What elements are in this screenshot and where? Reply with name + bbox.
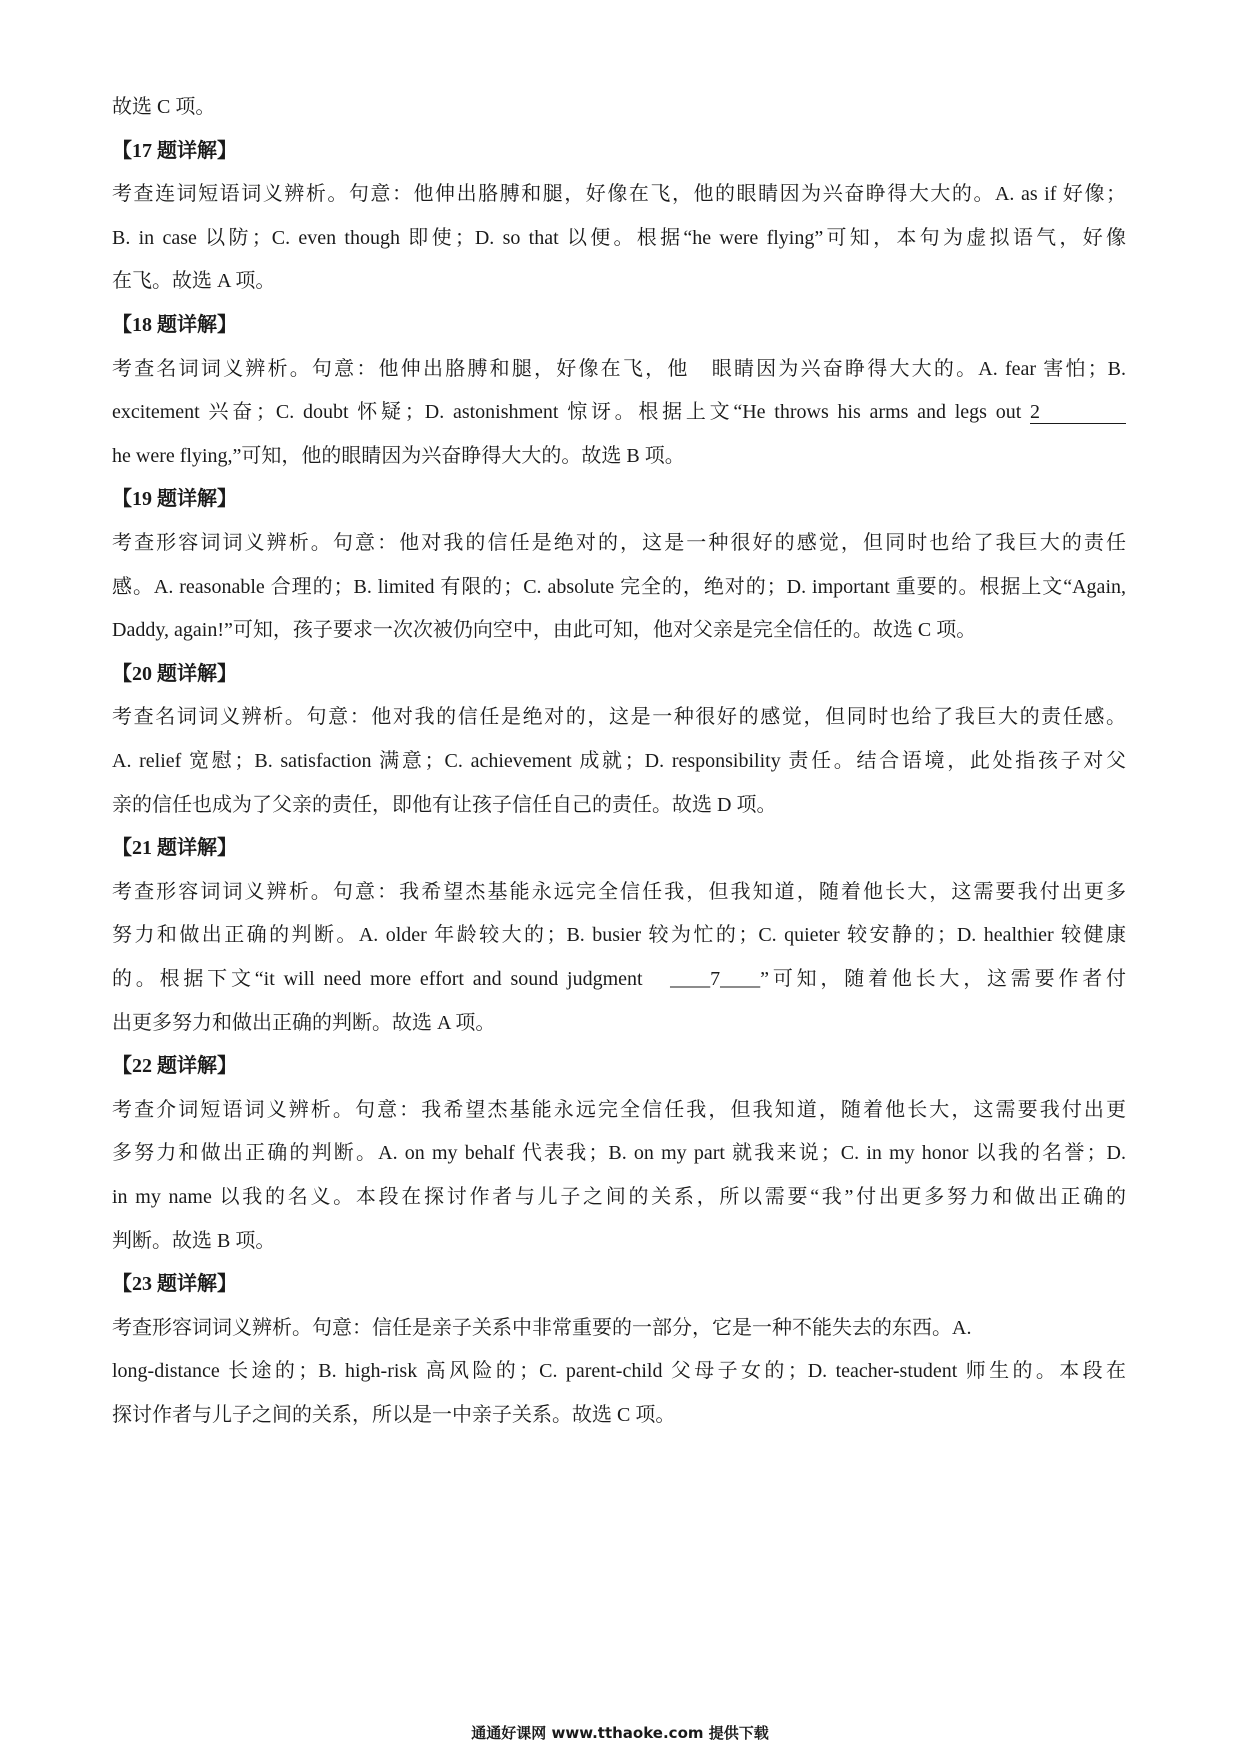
paragraph-line: 考查形容词词义辨析。句意：信任是亲子关系中非常重要的一部分，它是一种不能失去的东西。A. (112, 1316, 972, 1339)
section-heading: 【21 题详解】 (112, 837, 237, 860)
paragraph-line: 的。根据下文“it will need more effort and sound judgment ____7____”可知，随着他长大，这需要作者付 (112, 968, 1126, 990)
paragraph-line: 考查形容词词义辨析。句意：我希望杰基能永远完全信任我，但我知道，随着他长大，这需要我付出更多 (112, 880, 1126, 903)
paragraph-line: 考查介词短语词义辨析。句意：我希望杰基能永远完全信任我，但我知道，随着他长大，这需要我付出更 (112, 1098, 1126, 1121)
page-footer: 通通好课网 www.tthaoke.com 提供下载 (471, 1724, 769, 1742)
paragraph-line: 考查名词词义辨析。句意：他伸出胳膊和腿，好像在飞，他 眼睛因为兴奋睁得大大的。A. fear 害怕；B. (112, 357, 1126, 380)
paragraph-line: he were flying,”可知，他的眼睛因为兴奋睁得大大的。故选 B 项。 (112, 444, 685, 467)
paragraph-line: 考查连词短语词义辨析。句意：他伸出胳膊和腿，好像在飞，他的眼睛因为兴奋睁得大大的。A. as if 好像； (112, 183, 1126, 206)
paragraph-line-with-blank (112, 398, 1126, 426)
paragraph-line: A. relief 宽慰；B. satisfaction 满意；C. achievement 成就；D. responsibility 责任。结合语境，此处指孩子对父 (112, 750, 1126, 772)
paragraph-line: 多努力和做出正确的判断。A. on my behalf 代表我；B. on my part 就我来说；C. in my honor 以我的名誉；D. (112, 1142, 1126, 1165)
paragraph-line: 判断。故选 B 项。 (112, 1229, 276, 1252)
paragraph-line: 在飞。故选 A 项。 (112, 270, 276, 293)
section-heading: 【22 题详解】 (112, 1055, 237, 1078)
paragraph-line: 考查形容词词义辨析。句意：他对我的信任是绝对的，这是一种很好的感觉，但同时也给了我巨大的责任 (112, 532, 1126, 554)
paragraph-line: 探讨作者与儿子之间的关系，所以是一中亲子关系。故选 C 项。 (112, 1404, 676, 1426)
section-heading: 【19 题详解】 (112, 488, 237, 511)
section-heading: 【17 题详解】 (112, 139, 237, 162)
paragraph-line: in my name 以我的名义。本段在探讨作者与儿子之间的关系，所以需要“我”付出更多努力和做出正确的 (112, 1186, 1126, 1208)
paragraph-text: excitement 兴奋；C. doubt 怀疑；D. astonishment 惊讶。根据上文“He throws his arms and legs out (112, 401, 1030, 424)
paragraph-line: 出更多努力和做出正确的判断。故选 A 项。 (112, 1011, 496, 1034)
section-heading: 【23 题详解】 (112, 1273, 237, 1296)
section-heading: 【20 题详解】 (112, 662, 237, 685)
paragraph-line: 故选 C 项。 (112, 96, 216, 118)
paragraph-line: 感。A. reasonable 合理的；B. limited 有限的；C. absolute 完全的，绝对的；D. important 重要的。根据上文“Again, (112, 575, 1126, 598)
paragraph-line: Daddy, again!”可知，孩子要求一次次被仍向空中，由此可知，他对父亲是完全信任的。故选 C 项。 (112, 619, 977, 642)
section-heading: 【18 题详解】 (112, 314, 237, 336)
paragraph-line: 努力和做出正确的判断。A. older 年龄较大的；B. busier 较为忙的；C. quieter 较安静的；D. healthier 较健康 (112, 924, 1126, 947)
paragraph-line: B. in case 以防；C. even though 即使；D. so that 以便。根据“he were flying”可知，本句为虚拟语气，好像 (112, 226, 1126, 249)
answer-blank: 2 (1030, 401, 1126, 424)
paragraph-line: long-distance 长途的；B. high-risk 高风险的；C. parent-child 父母子女的；D. teacher-student 师生的。本段在 (112, 1360, 1126, 1383)
paragraph-line: 亲的信任也成为了父亲的责任，即他有让孩子信任自己的责任。故选 D 项。 (112, 793, 777, 816)
paragraph-line: 考查名词词义辨析。句意：他对我的信任是绝对的，这是一种很好的感觉，但同时也给了我巨大的责任感。 (112, 706, 1126, 729)
